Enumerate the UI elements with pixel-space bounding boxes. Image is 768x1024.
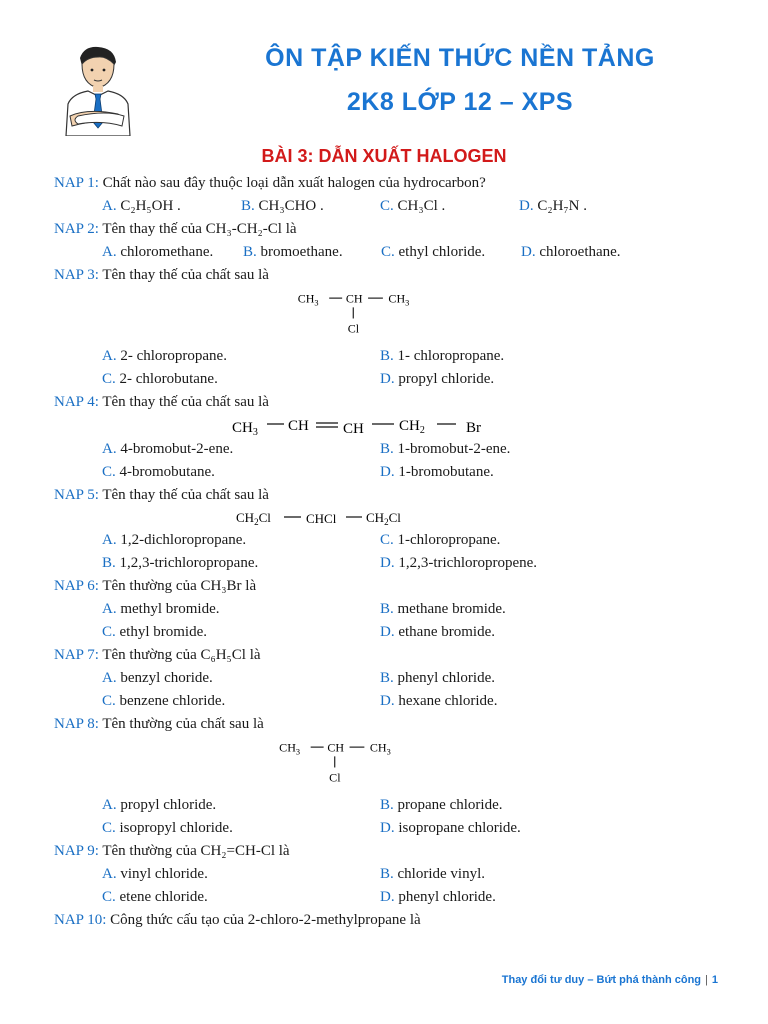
question-5	[54, 484, 734, 507]
formula-group: CH	[345, 291, 363, 306]
answer-option-c: C. etene chloride.	[102, 889, 208, 905]
answer-row	[54, 621, 734, 644]
formula-group: Cl	[347, 321, 360, 336]
answer-option-c: C. 2- chlorobutane.	[102, 371, 218, 387]
footer-separator: |	[705, 974, 708, 986]
answer-option-d: D. isopropane chloride.	[380, 820, 521, 836]
answer-option-a: A. benzyl choride.	[102, 670, 213, 686]
question-text: Tên thay thế của chất sau là	[102, 394, 269, 410]
answer-option-d: D. C₂H₇N .	[519, 198, 587, 214]
answer-row	[54, 863, 734, 886]
answer-option-d: D. 1-bromobutane.	[380, 464, 494, 480]
question-text: Tên thay thế của CH₃-CH₂-Cl là	[102, 221, 297, 237]
question-3	[54, 264, 734, 287]
question-text: Tên thay thế của chất sau là	[102, 267, 269, 283]
answer-option-d: D. ethane bromide.	[380, 624, 495, 640]
answer-row	[54, 438, 734, 461]
answer-option-c: C. 1-chloropropane.	[380, 532, 501, 548]
question-10	[54, 909, 734, 932]
structural-formula-nap8	[54, 736, 734, 786]
answer-row	[54, 598, 734, 621]
answer-option-c: C. 4-bromobutane.	[102, 464, 215, 480]
answer-option-d: D. 1,2,3-trichloropropene.	[380, 555, 538, 571]
answer-row	[54, 529, 734, 552]
question-label: NAP 3:	[54, 267, 99, 283]
page-number: 1	[711, 974, 718, 986]
question-text: Công thức cấu tạo của 2-chloro-2-methylpropane là	[110, 912, 421, 928]
answer-option-a: A. methyl bromide.	[102, 601, 220, 617]
formula-group: CH	[288, 418, 309, 434]
formula-group: $CH_2Cl$	[366, 510, 401, 527]
question-9	[54, 840, 734, 863]
formula-group: $CH_2Cl$	[236, 510, 271, 527]
answer-option-b: B. methane bromide.	[380, 601, 506, 617]
page-footer	[502, 974, 718, 986]
question-text: Tên thường của C₆H₅Cl là	[102, 647, 261, 663]
answer-option-c: C. benzene chloride.	[102, 693, 226, 709]
answer-option-a: A. propyl chloride.	[102, 797, 217, 813]
question-label: NAP 6:	[54, 578, 99, 594]
question-text: Tên thường của CH₃Br là	[102, 578, 257, 594]
answer-option-c: C. isopropyl chloride.	[102, 820, 233, 836]
question-label: NAP 7:	[54, 647, 99, 663]
answer-option-a: A. 4-bromobut-2-ene.	[102, 441, 234, 457]
question-label: NAP 8:	[54, 716, 99, 732]
answer-row	[54, 667, 734, 690]
formula-group: $CH_3$	[232, 420, 258, 438]
formula-group: CH	[343, 421, 364, 437]
answer-row	[54, 690, 734, 713]
formula-group: $CH_3$	[388, 291, 410, 308]
answer-option-b: B. 1-bromobut-2-ene.	[380, 441, 511, 457]
answer-row	[54, 461, 734, 484]
answer-row	[54, 368, 734, 391]
question-label: NAP 9:	[54, 843, 99, 859]
answer-row	[54, 552, 734, 575]
answer-row	[54, 817, 734, 840]
answer-option-b: B. CH₃CHO .	[241, 198, 324, 214]
answer-option-a: A. 2- chloropropane.	[102, 348, 227, 364]
question-4	[54, 391, 734, 414]
question-text: Tên thay thế của chất sau là	[102, 487, 269, 503]
structural-formula-nap4	[54, 414, 734, 438]
header	[0, 0, 768, 140]
question-label: NAP 1:	[54, 175, 99, 191]
answer-option-b: B. chloride vinyl.	[380, 866, 485, 882]
answer-option-a: A. vinyl chloride.	[102, 866, 208, 882]
question-2	[54, 218, 734, 241]
answer-option-d: D. phenyl chloride.	[380, 889, 496, 905]
question-6	[54, 575, 734, 598]
structural-formula-nap5	[54, 507, 734, 529]
answer-option-b: B. 1- chloropropane.	[380, 348, 505, 364]
answer-option-c: C. ethyl bromide.	[102, 624, 207, 640]
answer-option-b: B. 1,2,3-trichloropropane.	[102, 555, 259, 571]
answer-option-b: B. phenyl chloride.	[380, 670, 495, 686]
answer-row	[54, 794, 734, 817]
page-title-line2: 2K8 LỚP 12 – XPS	[346, 88, 574, 116]
answer-option-a: A. 1,2-dichloropropane.	[102, 532, 247, 548]
page-title-line1: ÔN TẬP KIẾN THỨC NỀN TẢNG	[265, 44, 655, 72]
answer-option-d: D. chloroethane.	[521, 244, 621, 260]
formula-group: Cl	[329, 770, 341, 785]
answer-option-d: D. propyl chloride.	[380, 371, 495, 387]
answer-option-c: C. CH₃Cl .	[380, 198, 446, 214]
formula-group: $CH_2$	[399, 418, 425, 436]
formula-group: CH	[327, 740, 345, 755]
lesson-title: BÀI 3: DẪN XUẤT HALOGEN	[261, 146, 507, 166]
question-text: Tên thường của chất sau là	[102, 716, 264, 732]
question-1	[54, 172, 734, 195]
answer-row	[54, 886, 734, 909]
answer-option-b: B. bromoethane.	[243, 244, 343, 260]
question-label: NAP 10:	[54, 912, 107, 928]
question-label: NAP 5:	[54, 487, 99, 503]
question-text: Chất nào sau đây thuộc loại dẫn xuất halogen của hydrocarbon?	[102, 175, 486, 191]
question-label: NAP 4:	[54, 394, 99, 410]
answer-row	[54, 345, 734, 368]
formula-group: $CH_3$	[279, 740, 301, 757]
answer-option-a: A. chloromethane.	[102, 244, 214, 260]
structural-formula-nap3	[54, 287, 734, 337]
question-8	[54, 713, 734, 736]
teacher-avatar-icon	[58, 44, 136, 136]
question-list	[54, 172, 734, 932]
footer-slogan: Thay đổi tư duy – Bứt phá thành công	[501, 974, 702, 986]
question-7	[54, 644, 734, 667]
answer-row	[54, 241, 734, 264]
answer-option-b: B. propane chloride.	[380, 797, 503, 813]
formula-group: $CH_3$	[297, 291, 319, 308]
answer-option-d: D. hexane chloride.	[380, 693, 498, 709]
formula-group: Br	[466, 420, 481, 436]
question-label: NAP 2:	[54, 221, 99, 237]
formula-group: CHCl	[306, 511, 337, 526]
answer-row	[54, 195, 734, 218]
answer-option-a: A. C₂H₅OH .	[102, 198, 181, 214]
formula-group: $CH_3$	[369, 740, 391, 757]
answer-option-c: C. ethyl chloride.	[381, 244, 486, 260]
question-text: Tên thường của CH₂=CH-Cl là	[102, 843, 290, 859]
